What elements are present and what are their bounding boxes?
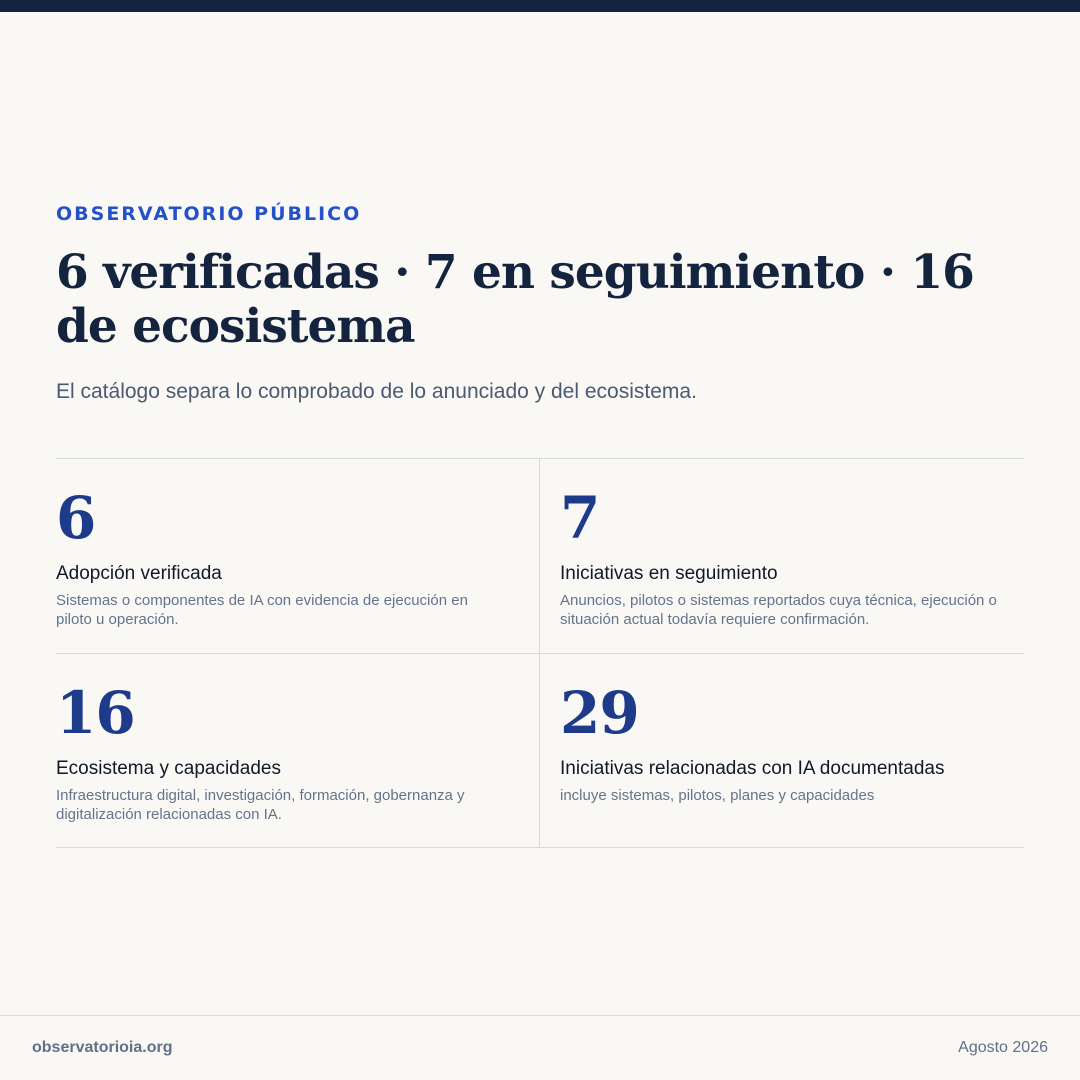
publication-date: Agosto 2026 (958, 1039, 1048, 1056)
stats-grid (56, 458, 1024, 848)
stat-number: 6 (56, 484, 96, 552)
page-title: 6 verificadas · 7 en seguimiento · 16 de ecosistema (56, 245, 974, 354)
page-subtitle: El catálogo separa lo comprobado de lo anunciado y del ecosistema. (56, 380, 697, 403)
stat-description: Infraestructura digital, investigación, formación, gobernanza y digitalización relacionadas con IA. (56, 787, 465, 823)
stat-number: 16 (56, 679, 135, 747)
stat-number: 29 (560, 679, 639, 747)
top-accent-bar (0, 0, 1080, 12)
footer (0, 1015, 1080, 1080)
stat-label: Adopción verificada (56, 563, 222, 584)
stat-description: incluye sistemas, pilotos, planes y capacidades (560, 787, 875, 804)
stat-description: Sistemas o componentes de IA con evidencia de ejecución en piloto u operación. (56, 592, 468, 628)
stat-label: Iniciativas en seguimiento (560, 563, 778, 584)
stat-card-tracking (540, 459, 1024, 653)
stat-card-ecosystem (56, 654, 539, 848)
stat-description: Anuncios, pilotos o sistemas reportados cuya técnica, ejecución o situación actual todavía requiere confirmación. (560, 592, 997, 628)
stat-card-documented (540, 654, 1024, 848)
site-url: observatorioia.org (32, 1039, 173, 1056)
stat-number: 7 (560, 484, 600, 552)
stat-card-verified (56, 459, 539, 653)
eyebrow-label: OBSERVATORIO PÚBLICO (56, 203, 362, 225)
stat-label: Iniciativas relacionadas con IA documentadas (560, 758, 945, 779)
stat-label: Ecosistema y capacidades (56, 758, 281, 779)
